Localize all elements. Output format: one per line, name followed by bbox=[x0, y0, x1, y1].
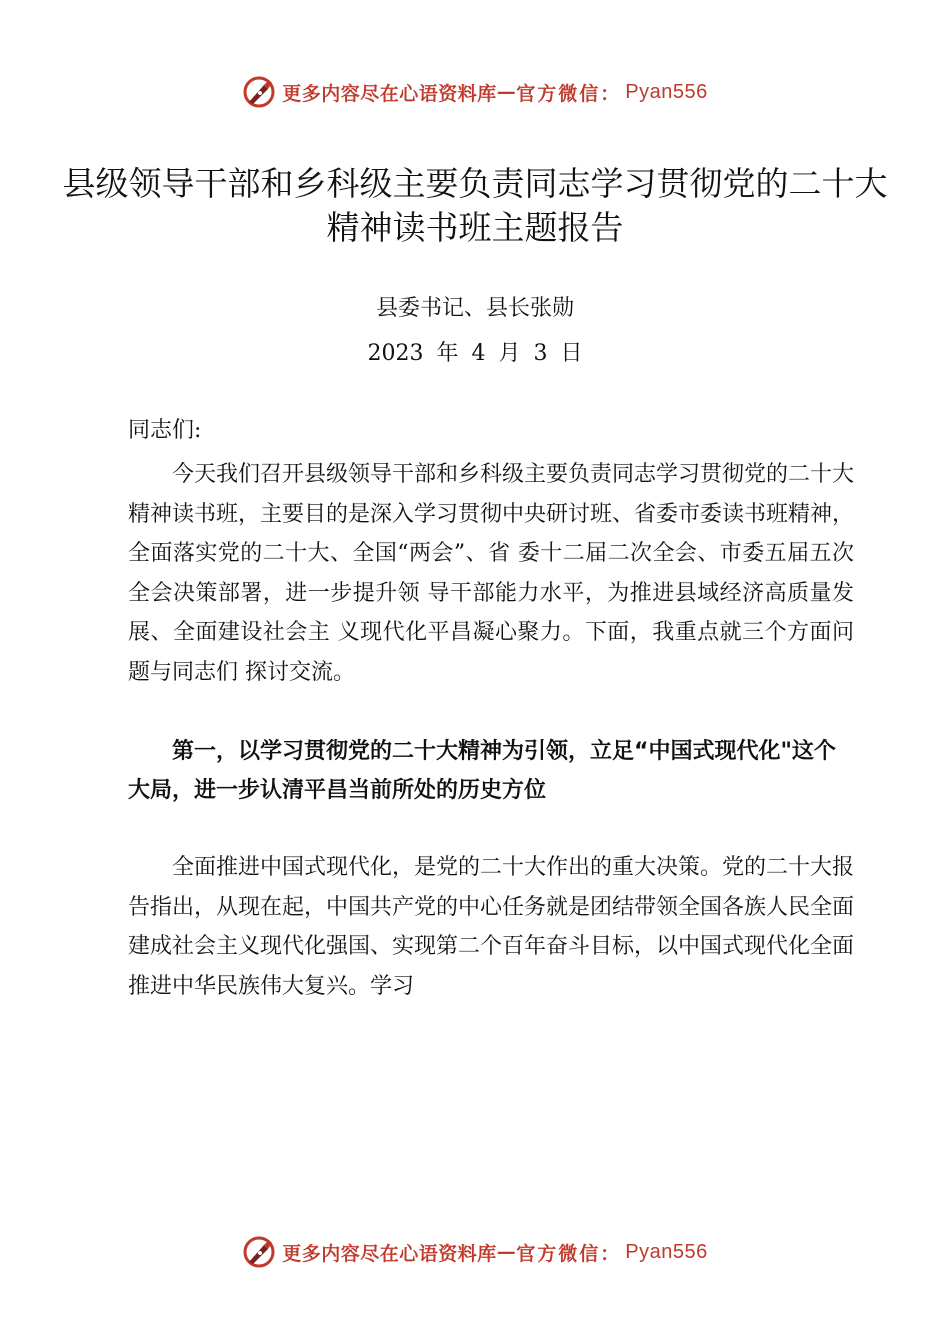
document-date: 2023 年 4 月 3 日 bbox=[367, 341, 583, 366]
banner-wechat-id: Pyan556 bbox=[625, 1240, 708, 1263]
banner-wechat-label: 官方微信： bbox=[516, 82, 622, 105]
body-paragraph-2: 全面推进中国式现代化，是党的二十大作出的重大决策。党的二十大报告指出，从现在起，中国共产党的中心任务就是团结带领全国各族人民全面建成社会主义现代化强国、实现第二个百年奋斗目标，以中国式现代化全面推进中华民族伟大复兴。学习 bbox=[128, 855, 855, 999]
pen-nib-logo-icon bbox=[242, 75, 276, 109]
section-heading: 第一，以学习贯彻党的二十大精神为引领，立足“中国式现代化"这个大局，进一步认清平昌当前所处的历史方位 bbox=[128, 739, 836, 803]
greeting: 同志们: bbox=[128, 418, 202, 443]
body-paragraph-1: 今天我们召开县级领导干部和乡科级主要负责同志学习贯彻党的二十大精神读书班，主要目的是深入学习贯彻中央研讨班、省委市委读书班精神，全面落实党的二十大、全国“两会”、省 委十二届二次全会、市委五届五次全会决策部署，进一步提升领 导干部能力水平，为推进县域经济高质量发展、全面建设社会主 义现代化平昌凝心聚力。下面，我重点就三个方面问题与同志们 探讨交流。 bbox=[128, 462, 855, 685]
banner-slogan: 更多内容尽在心语资料库 bbox=[282, 1242, 497, 1265]
document-author: 县委书记、县长张勋 bbox=[375, 296, 574, 321]
footer-banner bbox=[0, 1232, 950, 1272]
document-title: 县级领导干部和乡科级主要负责同志学习贯彻党的二十大精神读书班主题报告 bbox=[62, 164, 888, 247]
pen-nib-logo-icon bbox=[242, 1235, 276, 1269]
banner-dash: — bbox=[496, 81, 517, 103]
header-banner bbox=[0, 72, 950, 112]
banner-wechat-id: Pyan556 bbox=[625, 80, 708, 103]
banner-slogan: 更多内容尽在心语资料库 bbox=[282, 82, 497, 105]
banner-wechat-label: 官方微信： bbox=[516, 1242, 622, 1265]
banner-dash: — bbox=[496, 1241, 517, 1263]
